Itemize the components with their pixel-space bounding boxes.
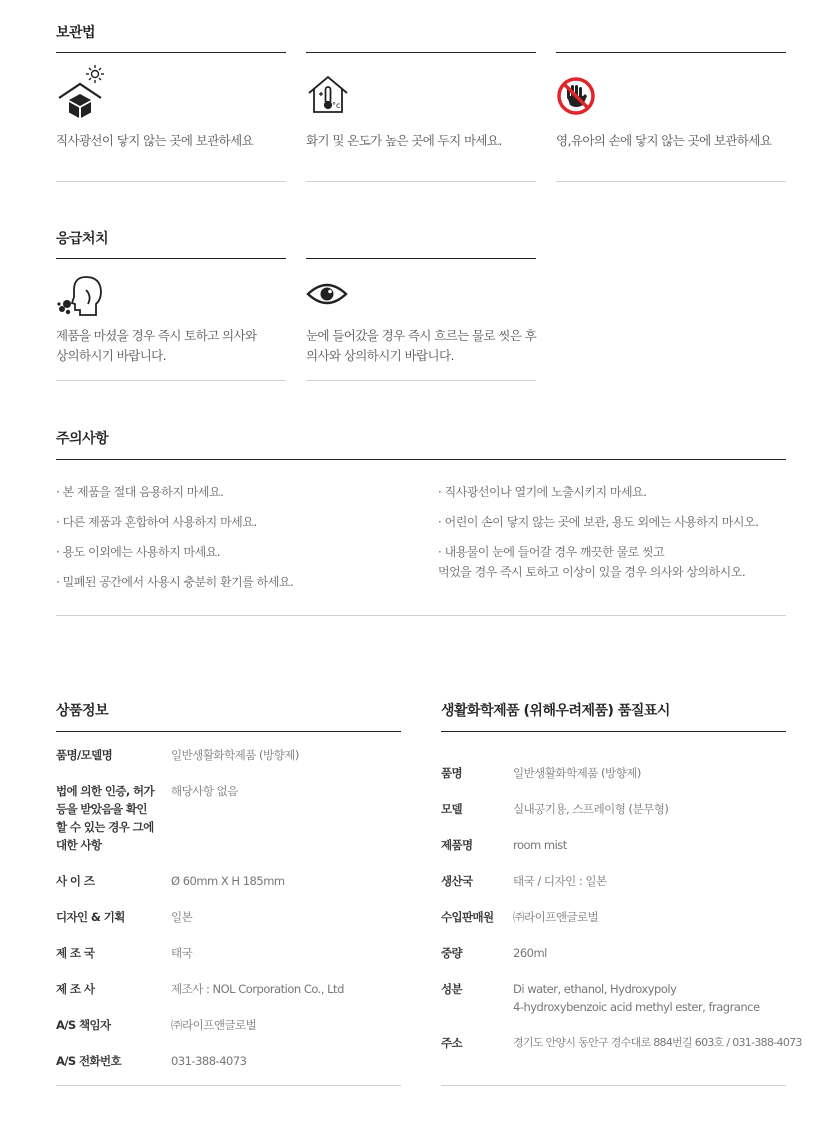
product-info-value: ㈜라이프앤글로벌 [171, 1018, 257, 1032]
product-info-value: 일반생활화학제품 (방향제) [171, 748, 299, 762]
quality-label: 제품명 [441, 838, 473, 852]
quality-value: 경기도 안양시 동안구 경수대로 884번길 603호 / 031-388-4073 [513, 1036, 802, 1049]
divider [56, 731, 401, 732]
product-info-label: 품명/모델명 [56, 748, 113, 762]
divider [56, 258, 286, 259]
quality-value: 태국 / 디자인 : 일본 [513, 874, 607, 888]
caution-item: · 용도 이외에는 사용하지 마세요. [56, 545, 221, 559]
product-info-value: 031-388-4073 [171, 1054, 247, 1068]
storage-caption: 직사광선이 닿지 않는 곳에 보관하세요 [56, 133, 254, 148]
divider [56, 52, 286, 53]
product-info-value: 태국 [171, 946, 193, 960]
quality-label: 주소 [441, 1036, 463, 1050]
product-info-value: 일본 [171, 910, 193, 924]
first-aid-title: 응급처치 [56, 231, 109, 247]
quality-label: 모델 [441, 802, 463, 816]
caution-item: · 내용물이 눈에 들어갈 경우 깨끗한 물로 씻고 [438, 545, 665, 559]
quality-value: 260ml [513, 946, 547, 960]
divider [441, 1085, 786, 1086]
storage-caption: 영,유아의 손에 닿지 않는 곳에 보관하세요 [556, 133, 772, 148]
divider [306, 52, 536, 53]
product-info-label: 디자인 & 기획 [56, 910, 125, 924]
quality-value: 실내공기용, 스프레이형 (분무형) [513, 802, 669, 816]
divider [56, 1085, 401, 1086]
product-info-value: Ø 60mm X H 185mm [171, 874, 285, 888]
divider [556, 52, 786, 53]
divider [56, 459, 786, 460]
caution-item: · 어린이 손이 닿지 않는 곳에 보관, 용도 외에는 사용하지 마시오. [438, 515, 759, 529]
product-info-label: 사 이 즈 [56, 874, 95, 888]
storage-title: 보관법 [56, 25, 96, 41]
divider [441, 731, 786, 732]
quality-value: room mist [513, 838, 567, 852]
quality-title: 생활화학제품 (위해우려제품) 품질표시 [441, 703, 670, 719]
caution-item: · 본 제품을 절대 음용하지 마세요. [56, 485, 224, 499]
caution-item: · 밀폐된 공간에서 사용시 충분히 환기를 하세요. [56, 575, 294, 589]
product-info-label: A/S 전화번호 [56, 1054, 122, 1068]
divider [56, 181, 286, 182]
product-info-label: 법에 의한 인증, 허가 등을 받았음을 확인 할 수 있는 경우 그에 대한 사항 [56, 784, 155, 852]
first-aid-caption: 눈에 들어갔을 경우 즉시 흐르는 물로 씻은 후 의사와 상의하시기 바랍니다. [306, 328, 537, 363]
product-info-title: 상품정보 [56, 703, 109, 719]
caution-item: 먹었을 경우 즉시 토하고 이상이 있을 경우 의사와 상의하시오. [438, 565, 746, 579]
caution-item: · 다른 제품과 혼합하여 사용하지 마세요. [56, 515, 257, 529]
divider [306, 181, 536, 182]
caution-title: 주의사항 [56, 431, 109, 447]
product-info-value: 제조사 : NOL Corporation Co., Ltd [171, 982, 344, 996]
quality-label: 수입판매원 [441, 910, 494, 924]
svg-text:°c: °c [332, 101, 341, 110]
divider [56, 380, 286, 381]
quality-label: 중량 [441, 946, 463, 960]
eye-icon [306, 282, 348, 306]
quality-label: 생산국 [441, 874, 473, 888]
quality-value: 일반생활화학제품 (방향제) [513, 766, 641, 780]
divider [306, 380, 536, 381]
vomit-face-icon [56, 274, 106, 318]
product-info-label: A/S 책임자 [56, 1018, 111, 1032]
first-aid-caption: 제품을 마셨을 경우 즉시 토하고 의사와 상의하시기 바랍니다. [56, 328, 257, 363]
divider [56, 615, 786, 616]
quality-value: Di water, ethanol, Hydroxypoly 4-hydroxybenzoic acid methyl ester, fragrance [513, 982, 760, 1014]
caution-item: · 직사광선이나 열기에 노출시키지 마세요. [438, 485, 647, 499]
no-hand-icon [556, 76, 596, 116]
product-info-label: 제 조 국 [56, 946, 95, 960]
quality-label: 품명 [441, 766, 463, 780]
quality-label: 성분 [441, 982, 463, 996]
storage-caption: 화기 및 온도가 높은 곳에 두지 마세요. [306, 133, 502, 148]
product-info-label: 제 조 사 [56, 982, 95, 996]
quality-value: ㈜라이프앤글로벌 [513, 910, 599, 924]
thermometer-house-icon [306, 74, 352, 116]
divider [556, 181, 786, 182]
product-info-value: 해당사항 없음 [171, 784, 238, 798]
sun-box-icon [56, 64, 108, 120]
divider [306, 258, 536, 259]
